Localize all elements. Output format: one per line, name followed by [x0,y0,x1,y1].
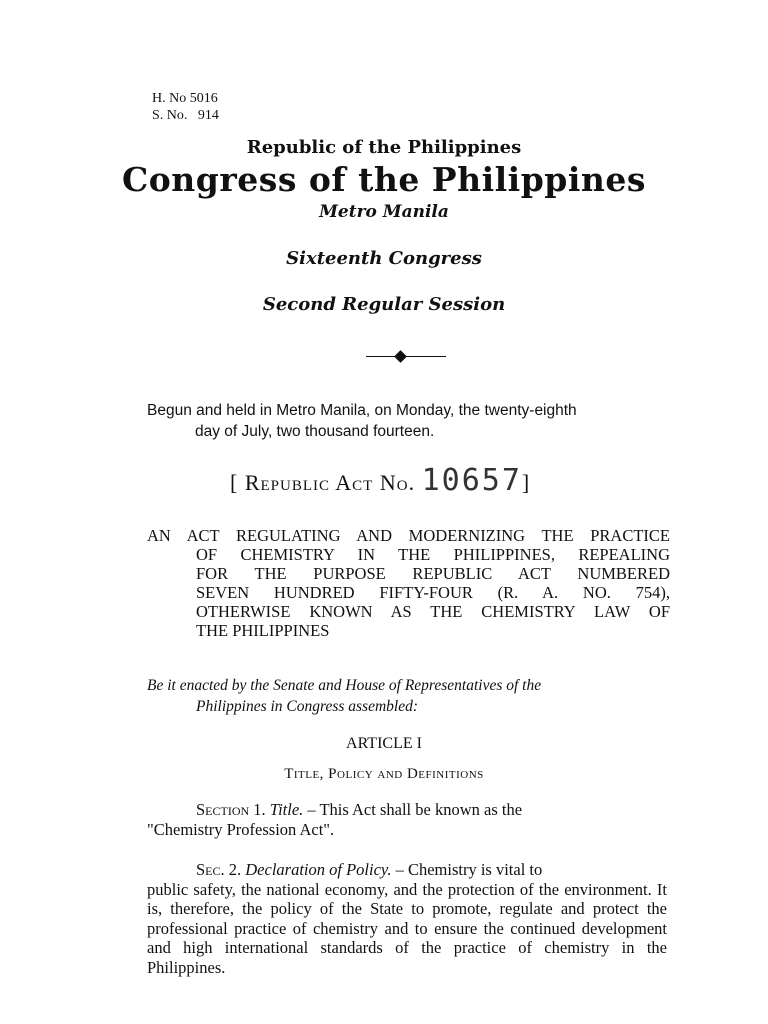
begun-statement [147,400,687,442]
act-title-line-4: SEVEN HUNDRED FIFTY-FOUR (R. A. NO. 754), [196,583,670,602]
begun-line-2: day of July, two thousand fourteen. [195,423,435,440]
republic-heading: Republic of the Philippines [246,137,522,158]
act-title-line-3: FOR THE PURPOSE REPUBLIC ACT NUMBERED [196,564,670,583]
section-1-label: Section 1. [196,800,266,819]
section-1-text-1: – This Act shall be known as the [303,800,523,819]
act-title-line-5: OTHERWISE KNOWN AS THE CHEMISTRY LAW OF [196,602,670,621]
section-2-label: Sec. 2. [196,860,242,879]
article-title: Title, Policy and Definitions [284,766,484,782]
section-2-heading: Declaration of Policy. [245,860,392,879]
house-bill-number: H. No 5016 [152,91,218,106]
begun-line-1: Begun and held in Metro Manila, on Monday, the twenty-eighth [147,402,577,419]
act-title-line-6: THE PHILIPPINES [196,621,330,640]
enacting-line-2: Philippines in Congress assembled: [196,698,419,715]
article-number: ARTICLE I [346,735,422,752]
act-title-line-2: OF CHEMISTRY IN THE PHILIPPINES, REPEALING [196,545,670,564]
ra-open-bracket: [ [230,470,245,495]
ra-stamped-number: 10657 [421,463,522,498]
section-2 [147,860,667,977]
act-title [147,526,670,640]
section-1-text-2: "Chemistry Profession Act". [147,819,335,839]
senate-bill-number: S. No. 914 [152,108,219,123]
enacting-line-1: Be it enacted by the Senate and House of Representatives of the [147,677,542,694]
ra-label: Republic Act No. [244,470,416,495]
congress-number-heading: Sixteenth Congress [286,248,482,269]
section-1-heading: Title. [269,800,304,819]
congress-heading: Congress of the Philippines [122,160,646,199]
session-heading: Second Regular Session [262,294,506,315]
section-2-text-1: – Chemistry is vital to [391,860,543,879]
ornament-divider [366,350,446,364]
location-heading: Metro Manila [319,202,449,222]
section-2-body: public safety, the national economy, and the protection of the environment. It is, therefore, the policy of the State to promote, regulate and protect the professional practice of chemistry and to ensure the continued development and high international standards of the practice of chemistry in the Philippines. [147,879,667,977]
ra-close-bracket: ] [521,470,531,495]
section-1 [147,800,667,839]
enacting-clause [147,675,670,717]
republic-act-number [230,463,530,498]
act-title-line-1: AN ACT REGULATING AND MODERNIZING THE PRACTICE [147,526,670,545]
